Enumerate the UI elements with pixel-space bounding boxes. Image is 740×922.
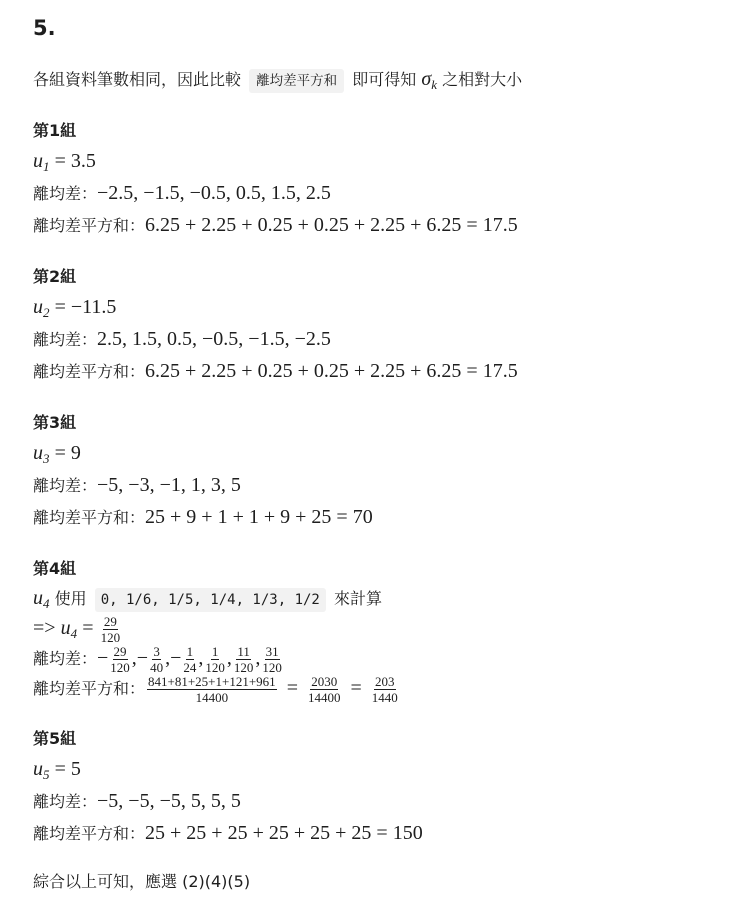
fraction: $\frac{11}{120}$ <box>233 644 254 675</box>
intro-end: 之相對大小 <box>442 70 523 89</box>
group-header: 第4組 <box>33 559 77 578</box>
group-header: 第3組 <box>33 413 77 432</box>
group-4 <box>33 555 740 703</box>
group-5 <box>33 725 740 849</box>
inline-code-values: 0, 1/6, 1/5, 1/4, 1/3, 1/2 <box>95 588 326 612</box>
mean-line: $u_2 = -11.5$ <box>33 296 117 320</box>
intro-after: 即可得知 <box>352 70 417 89</box>
mean-line: $u_1 = 3.5$ <box>33 150 96 174</box>
mean-line: $u_5 = 5$ <box>33 758 81 782</box>
deviation-line: 離均差：−2.5, −1.5, −0.5, 0.5, 1.5, 2.5 <box>33 182 331 204</box>
deviation-line: 離均差：−5, −3, −1, 1, 3, 5 <box>33 474 241 496</box>
deviation-line: 離均差：−5, −5, −5, 5, 5, 5 <box>33 790 241 812</box>
fraction: $\frac{29}{120}$ <box>110 644 130 675</box>
inline-code-term: 離均差平方和 <box>249 69 344 93</box>
squares-line: 離均差平方和：25 + 25 + 25 + 25 + 25 + 25 = 150 <box>33 822 423 844</box>
squares-line: 離均差平方和：6.25 + 2.25 + 0.25 + 0.25 + 2.25 + 6.25 = 17.5 <box>33 360 518 382</box>
group-header: 第1組 <box>33 121 77 140</box>
fraction: $\frac{203}{1440}$ <box>371 674 398 705</box>
intro-text <box>33 63 740 95</box>
question-number: 5. <box>33 16 56 40</box>
group4-deviation-line: 離均差：− $\frac{29}{120}$ ,− $\frac{3}{40}$ ,− $\frac{1}{24}$ , $\frac{1}{120}$ , $\frac{11}{120}$ , $\frac{31}{120}$ <box>33 644 282 675</box>
squares-line: 離均差平方和：6.25 + 2.25 + 0.25 + 0.25 + 2.25 + 6.25 = 17.5 <box>33 214 518 236</box>
fraction: $\frac{1}{24}$ <box>183 644 197 675</box>
fraction: $\frac{31}{120}$ <box>262 644 282 675</box>
fraction: $\frac{841+81+25+1+121+961}{14400}$ <box>148 674 276 705</box>
fraction: $\frac{2030}{14400}$ <box>307 674 341 705</box>
squares-line: 離均差平方和：25 + 9 + 1 + 1 + 9 + 25 = 70 <box>33 506 373 528</box>
group-header: 第5組 <box>33 729 77 748</box>
group-2 <box>33 263 740 387</box>
sigma-symbol: $\sigma_k$ <box>421 68 437 92</box>
group-1 <box>33 117 740 241</box>
group4-mean-line: => $u_4$ = $\frac{29}{120}$ <box>33 614 121 645</box>
mean-line: $u_3 = 9$ <box>33 442 81 466</box>
group-header: 第2組 <box>33 267 77 286</box>
group4-squares-line: 離均差平方和： $\frac{841+81+25+1+121+961}{14400}$ = $\frac{2030}{14400}$ = $\frac{203}{1440}$ <box>33 674 398 705</box>
group-3 <box>33 409 740 533</box>
fraction: $\frac{3}{40}$ <box>150 644 164 675</box>
conclusion: 綜合以上可知，應選 (2)(4)(5) <box>33 872 251 891</box>
deviation-line: 離均差：2.5, 1.5, 0.5, −0.5, −1.5, −2.5 <box>33 328 331 350</box>
intro-before: 各組資料筆數相同，因此比較 <box>33 70 242 89</box>
fraction: $\frac{29}{120}$ <box>100 614 121 645</box>
group4-method-line: $u_4$ 使用 0, 1/6, 1/5, 1/4, 1/3, 1/2 來計算 <box>33 587 382 611</box>
fraction: $\frac{1}{120}$ <box>205 644 225 675</box>
